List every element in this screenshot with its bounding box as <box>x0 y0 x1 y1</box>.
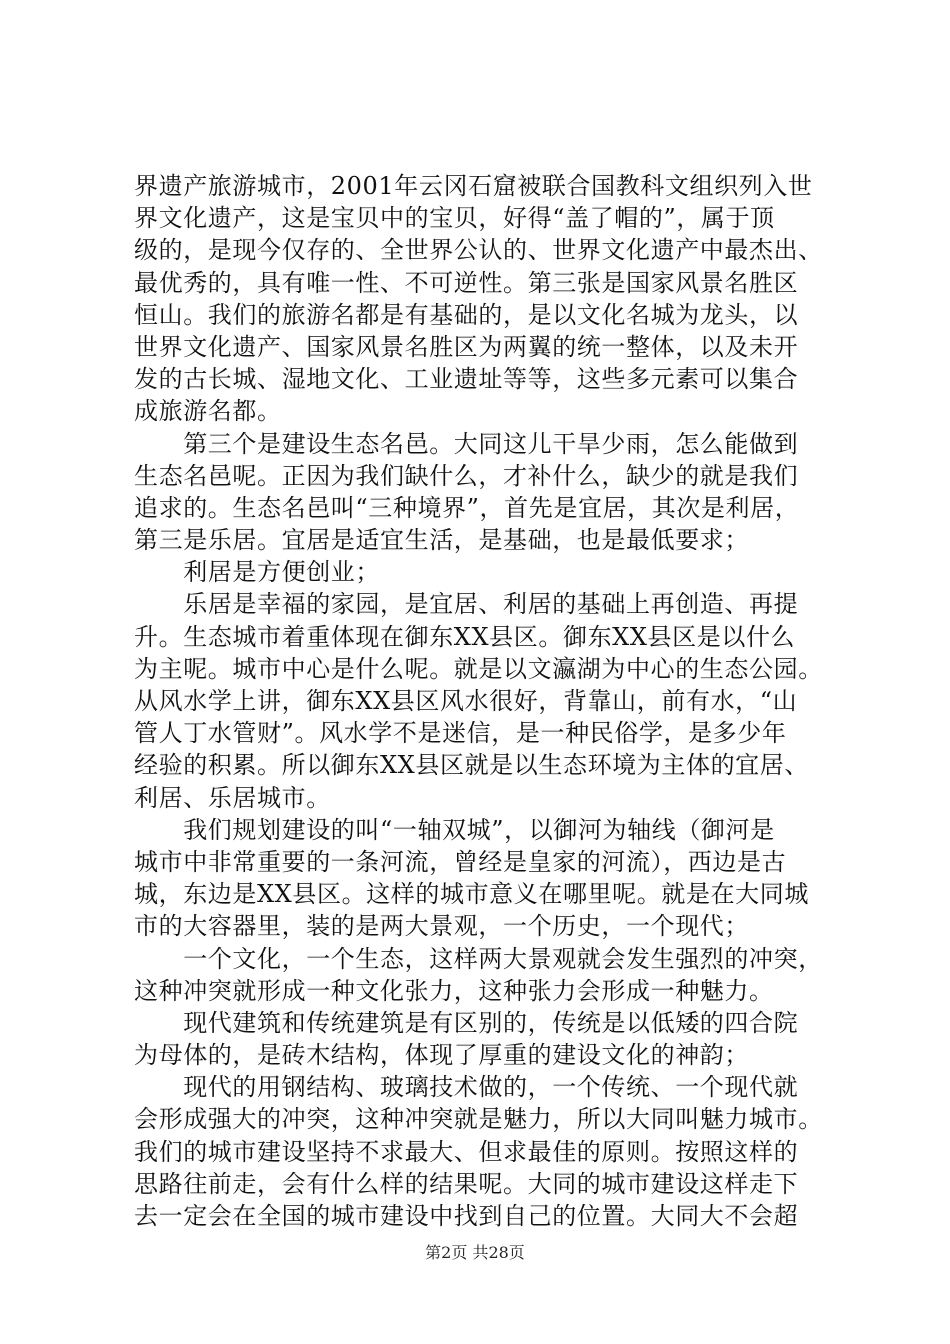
text-line: 生态名邑呢。正因为我们缺什么，才补什么，缺少的就是我们 <box>134 461 799 490</box>
text-line: 思路往前走，会有什么样的结果呢。大同的城市建设这样走下 <box>134 1169 799 1198</box>
text-line: 第三是乐居。宜居是适宜生活，是基础，也是最低要求； <box>134 526 749 555</box>
text-line: 现代建筑和传统建筑是有区别的，传统是以低矮的四合院 <box>134 1008 799 1037</box>
text-line: 发的古长城、湿地文化、工业遗址等等，这些多元素可以集合 <box>134 365 799 394</box>
text-line: 为母体的，是砖木结构，体现了厚重的建设文化的神韵； <box>134 1041 749 1070</box>
text-line: 成旅游名都。 <box>134 397 282 426</box>
text-line: 追求的。生态名邑叫“三种境界”，首先是宜居，其次是利居， <box>134 493 800 522</box>
text-line: 市的大容器里，装的是两大景观，一个历史，一个现代； <box>134 912 749 941</box>
text-line: 利居是方便创业； <box>134 558 380 587</box>
text-line: 一个文化，一个生态，这样两大景观就会发生强烈的冲突， <box>134 944 823 973</box>
text-line: 级的，是现今仅存的、全世界公认的、世界文化遗产中最杰出、 <box>134 236 823 265</box>
text-line: 利居、乐居城市。 <box>134 783 331 812</box>
text-line: 会形成强大的冲突，这种冲突就是魅力，所以大同叫魅力城市。 <box>134 1105 823 1134</box>
text-line: 界文化遗产，这是宝贝中的宝贝，好得“盖了帽的”，属于顶 <box>134 204 775 233</box>
text-line: 城，东边是XX县区。这样的城市意义在哪里呢。就是在大同城 <box>134 880 809 909</box>
text-line: 世界文化遗产、国家风景名胜区为两翼的统一整体，以及未开 <box>134 332 799 361</box>
text-line: 从风水学上讲，御东XX县区风水很好，背靠山，前有水，“山 <box>134 687 798 715</box>
text-line: 我们的城市建设坚持不求最大、但求最佳的原则。按照这样的 <box>134 1137 799 1166</box>
text-line: 我们规划建设的叫“一轴双城”，以御河为轴线（御河是 <box>134 815 775 844</box>
text-line: 恒山。我们的旅游名都是有基础的，是以文化名城为龙头，以 <box>134 300 799 329</box>
page-number-footer: 第2页 共28页 <box>425 1243 525 1262</box>
text-line: 管人丁水管财”。风水学不是迷信，是一种民俗学，是多少年 <box>134 719 787 748</box>
text-line: 乐居是幸福的家园，是宜居、利居的基础上再创造、再提 <box>134 590 799 619</box>
body-text <box>134 170 834 1232</box>
text-line: 界遗产旅游城市，2001年云冈石窟被联合国教科文组织列入世 <box>134 172 813 200</box>
text-line: 最优秀的，具有唯一性、不可逆性。第三张是国家风景名胜区 <box>134 268 799 297</box>
text-line: 去一定会在全国的城市建设中找到自己的位置。大同大不会超 <box>134 1202 799 1230</box>
text-line: 第三个是建设生态名邑。大同这儿干旱少雨，怎么能做到 <box>134 429 799 458</box>
text-line: 这种冲突就形成一种文化张力，这种张力会形成一种魅力。 <box>134 976 774 1005</box>
text-line: 经验的积累。所以御东XX县区就是以生态环境为主体的宜居、 <box>134 751 809 780</box>
text-line: 升。生态城市着重体现在御东XX县区。御东XX县区是以什么 <box>134 622 796 651</box>
text-line: 城市中非常重要的一条河流，曾经是皇家的河流），西边是古 <box>134 847 787 876</box>
text-line: 为主呢。城市中心是什么呢。就是以文瀛湖为中心的生态公园。 <box>134 654 823 683</box>
text-line: 现代的用钢结构、玻璃技术做的，一个传统、一个现代就 <box>134 1073 799 1102</box>
